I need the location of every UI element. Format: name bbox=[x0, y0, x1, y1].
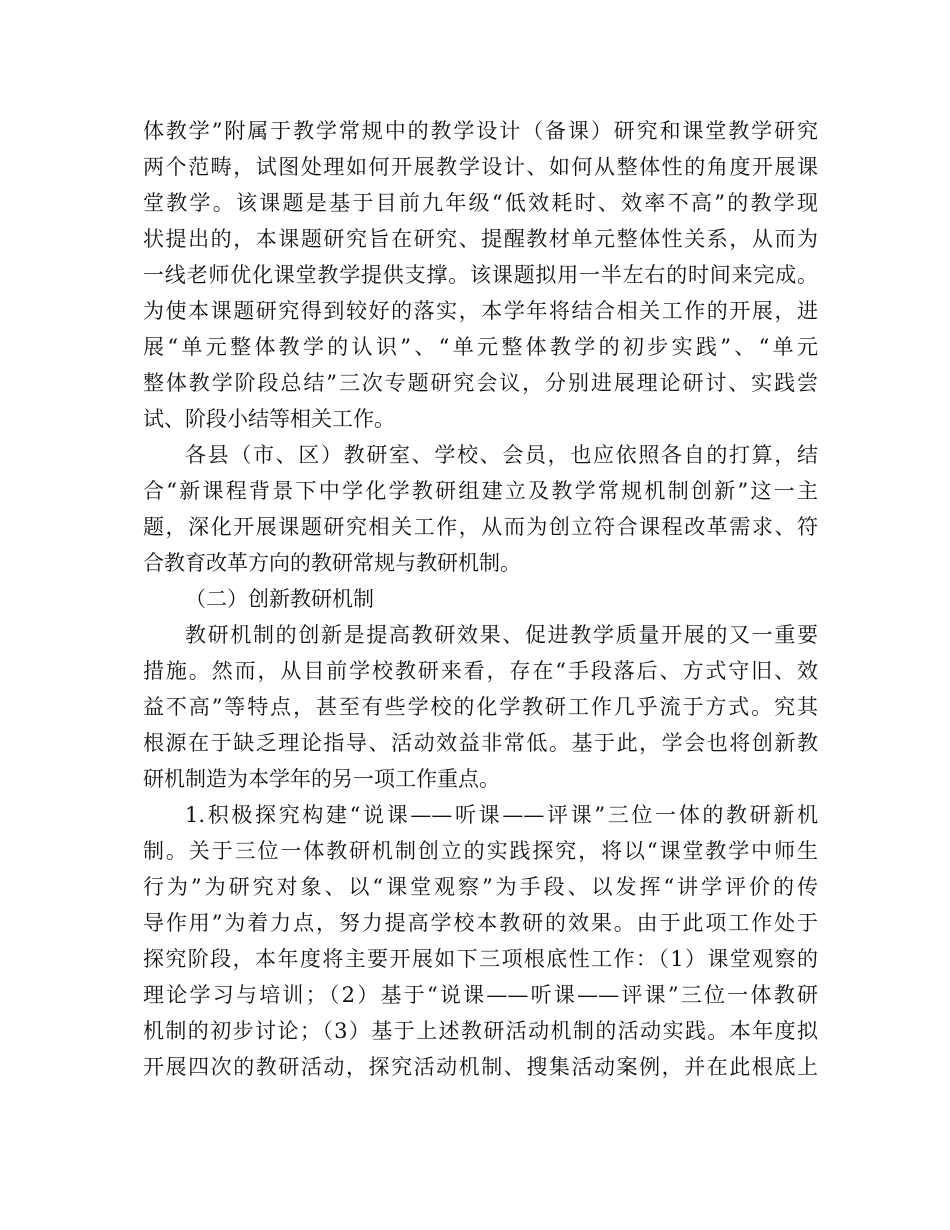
section-heading: （二）创新教研机制 bbox=[185, 587, 374, 611]
paragraph-first-line: 1.积极探究构建“说课——听课——评课”三位一体的教研新机 bbox=[185, 803, 818, 827]
text-line: 状提出的，本课题研究旨在研究、提醒教材单元整体性关系，从而为 bbox=[143, 227, 818, 251]
text-line: 合“新课程背景下中学化学教研组建立及教学常规机制创新”这一主 bbox=[143, 479, 818, 503]
paragraph-first-line: 教研机制的创新是提高教研效果、促进教学质量开展的又一重要 bbox=[185, 623, 818, 647]
text-line: 益不高”等特点，甚至有些学校的化学教研工作几乎流于方式。究其 bbox=[143, 695, 818, 719]
text-line: 理论学习与培训；（2）基于“说课——听课——评课”三位一体教研 bbox=[143, 983, 818, 1007]
text-line: 试、阶段小结等相关工作。 bbox=[143, 407, 395, 431]
text-line: 一线老师优化课堂教学提供支撑。该课题拟用一半左右的时间来完成。 bbox=[143, 263, 818, 287]
text-line: 行为”为研究对象、以“课堂观察”为手段、以发挥“讲学评价的传 bbox=[143, 875, 818, 899]
text-line: 体教学”附属于教学常规中的教学设计（备课）研究和课堂教学研究 bbox=[143, 119, 818, 143]
text-line: 合教育改革方向的教研常规与教研机制。 bbox=[143, 551, 521, 575]
paragraph-first-line: 各县（市、区）教研室、学校、会员，也应依照各自的打算，结 bbox=[185, 443, 818, 467]
text-line: 题，深化开展课题研究相关工作，从而为创立符合课程改革需求、符 bbox=[143, 515, 818, 539]
text-line: 研机制造为本学年的另一项工作重点。 bbox=[143, 767, 500, 791]
text-line: 整体教学阶段总结”三次专题研究会议，分别进展理论研讨、实践尝 bbox=[143, 371, 818, 395]
text-line: 两个范畴，试图处理如何开展教学设计、如何从整体性的角度开展课 bbox=[143, 155, 818, 179]
text-line: 探究阶段，本年度将主要开展如下三项根底性工作：（1）课堂观察的 bbox=[143, 947, 818, 971]
text-line: 机制的初步讨论；（3）基于上述教研活动机制的活动实践。本年度拟 bbox=[143, 1019, 818, 1043]
text-line: 展“单元整体教学的认识”、“单元整体教学的初步实践”、“单元 bbox=[143, 335, 818, 359]
text-line: 为使本课题研究得到较好的落实，本学年将结合相关工作的开展，进 bbox=[143, 299, 818, 323]
text-line: 堂教学。该课题是基于目前九年级“低效耗时、效率不高”的教学现 bbox=[143, 191, 818, 215]
text-line: 根源在于缺乏理论指导、活动效益非常低。基于此，学会也将创新教 bbox=[143, 731, 818, 755]
text-line: 导作用”为着力点，努力提高学校本教研的效果。由于此项工作处于 bbox=[143, 911, 818, 935]
text-line: 开展四次的教研活动，探究活动机制、搜集活动案例，并在此根底上 bbox=[143, 1055, 818, 1079]
body-text bbox=[143, 113, 818, 1085]
text-line: 制。关于三位一体教研机制创立的实践探究，将以“课堂教学中师生 bbox=[143, 839, 818, 863]
text-line: 措施。然而，从目前学校教研来看，存在“手段落后、方式守旧、效 bbox=[143, 659, 818, 683]
